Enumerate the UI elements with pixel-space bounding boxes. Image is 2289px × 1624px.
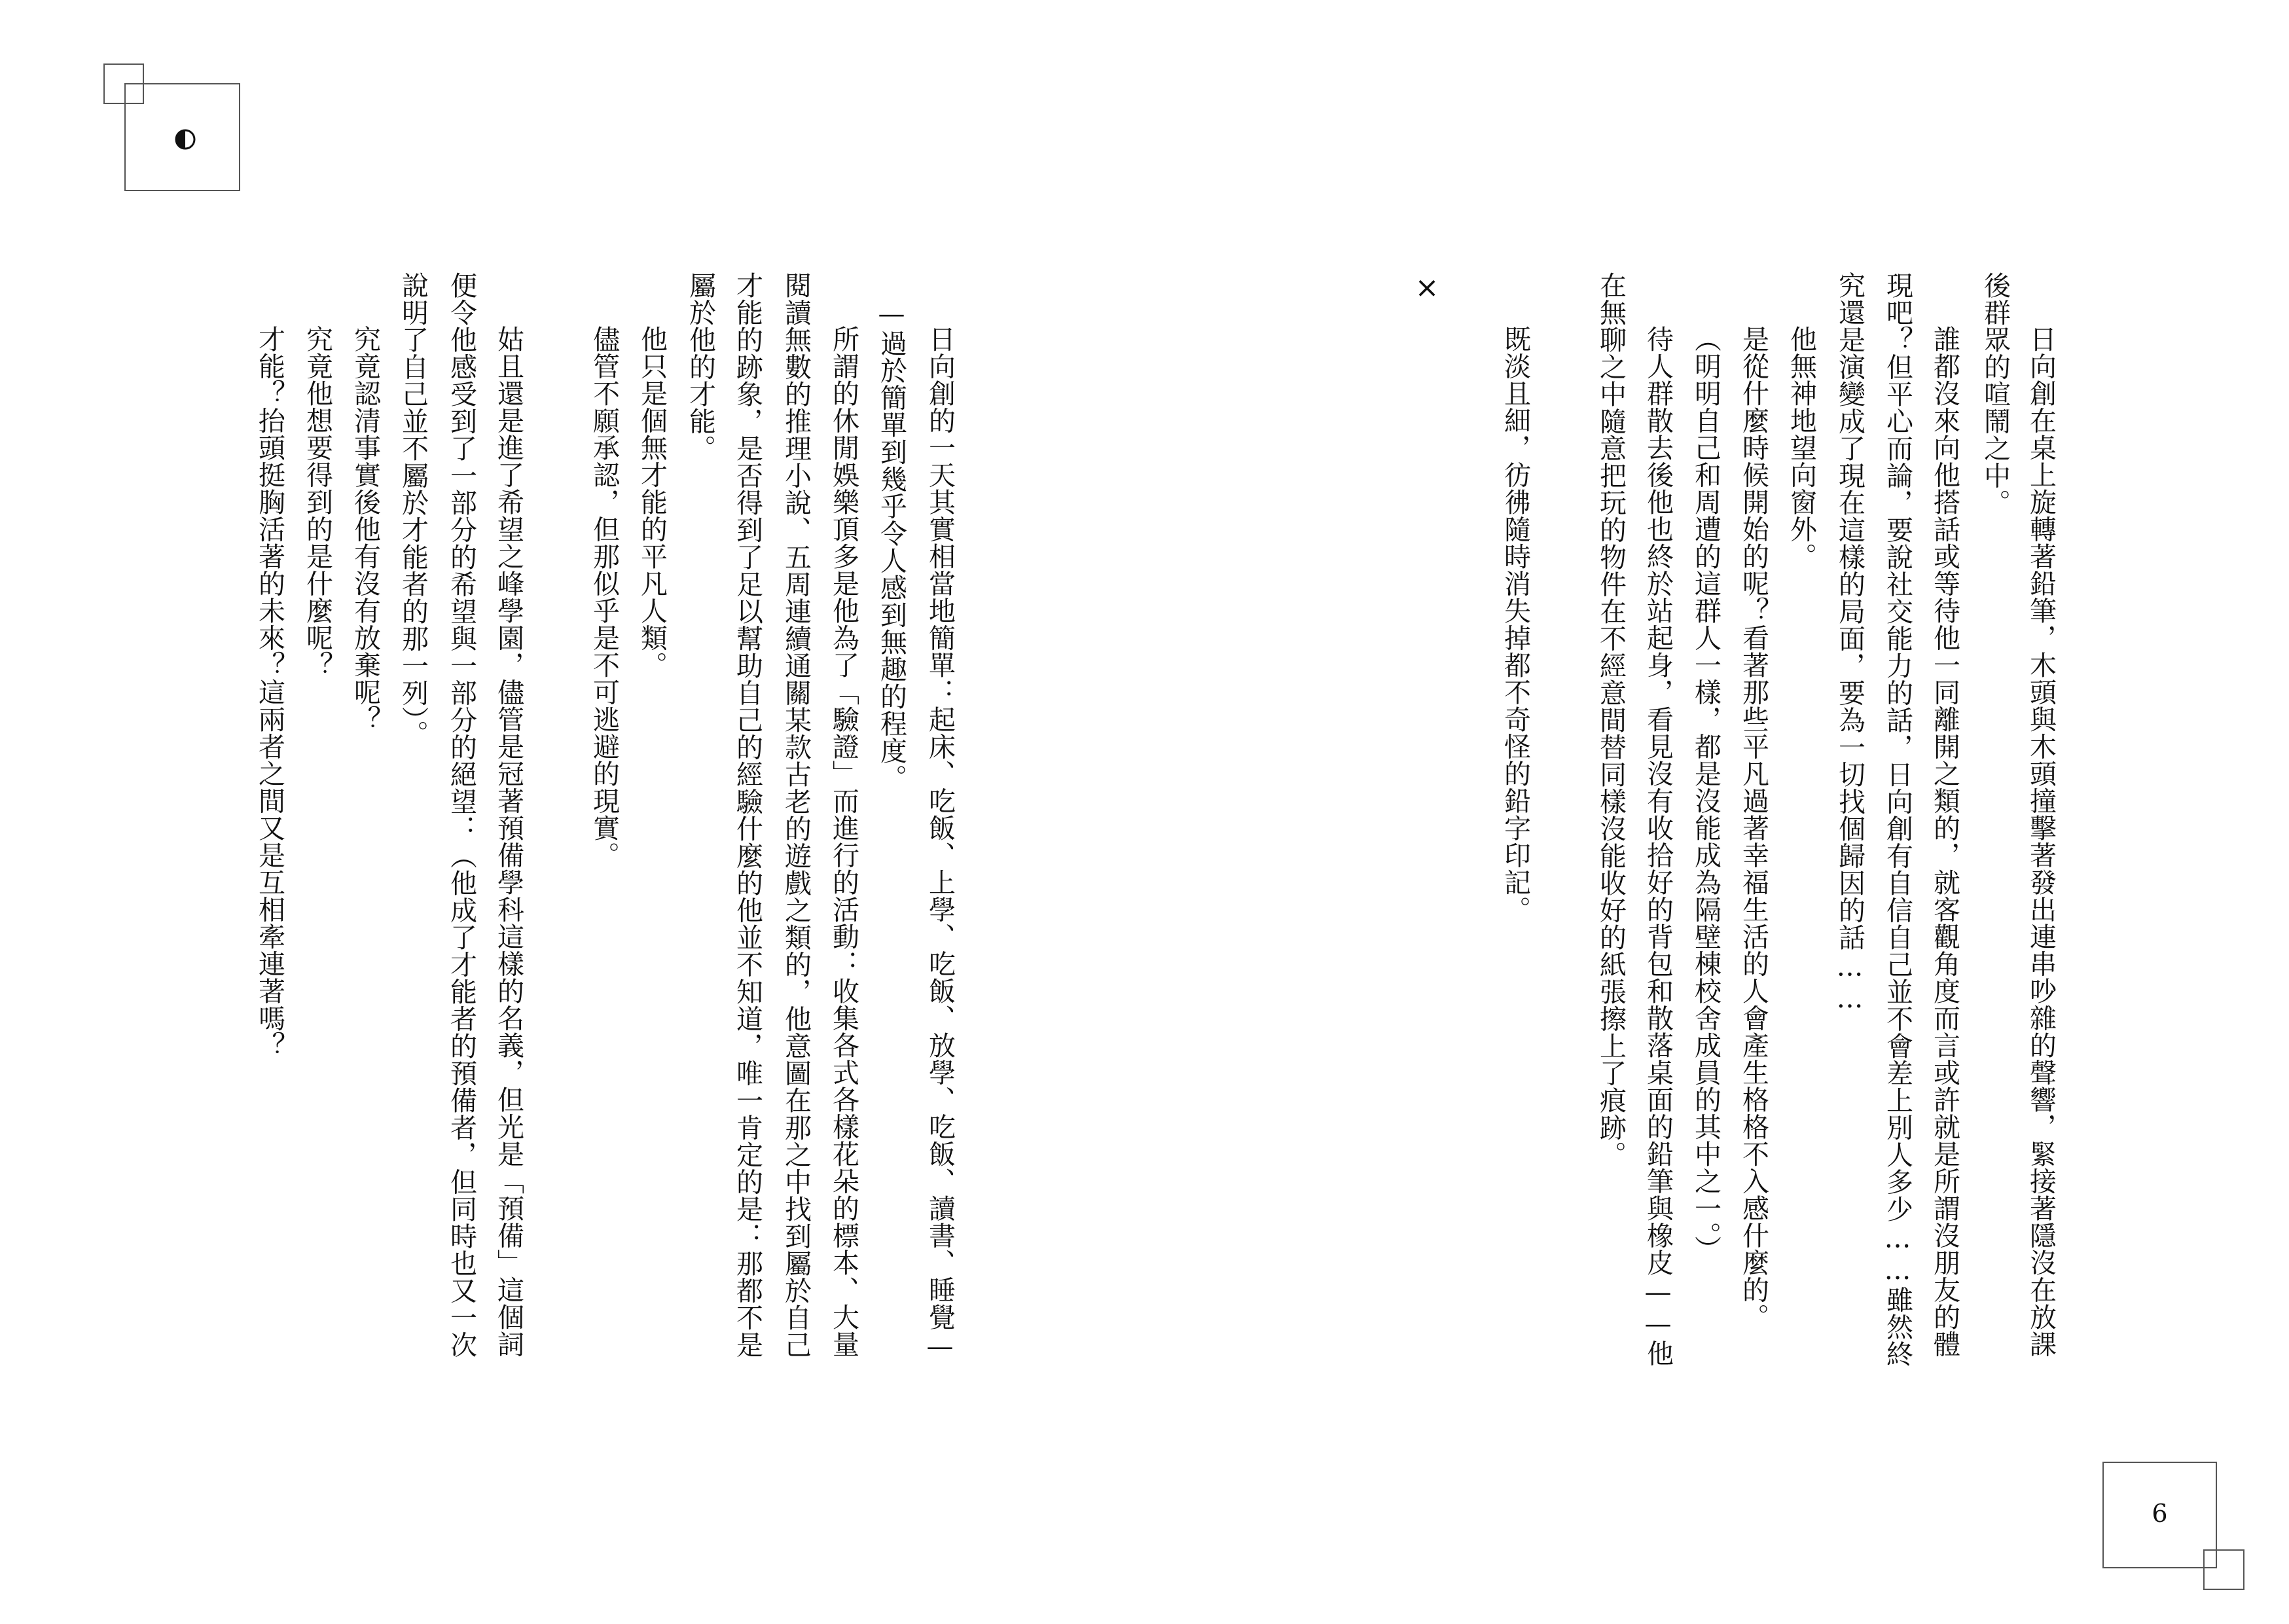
half-filled-circle-icon [174,128,196,151]
text-line: 才能的跡象，是否得到了足以幫助自己的經驗什麼的他並不知道，唯一肯定的是：那都不是 [732,272,763,1358]
text-line: 後群眾的喧鬧之中。 [1979,272,2011,516]
text-line: —過於簡單到幾乎令人感到無趣的程度。 [876,298,907,791]
text-line: 在無聊之中隨意把玩的物件在不經意間替同樣沒能收好的紙張擦上了痕跡。 [1595,272,1627,1168]
page-number: 6 [2152,1499,2168,1528]
text-line: 姑且還是進了希望之峰學園，儘管是冠著預備學科這樣的名義，但光是「預備」這個詞 [493,325,524,1358]
text-line: 說明了自己並不屬於才能者的那一列）。 [397,272,429,748]
text-line: 便令他感受到了一部分的希望與一部分的絕望：（他成了才能者的預備者，但同時也又一次 [446,272,477,1358]
text-line: 究竟認清事實後他有沒有放棄呢？ [350,325,381,733]
text-line: 究竟他想要得到的是什麼呢？ [302,325,333,679]
text-line: （明明自己和周遭的這群人一樣，都是沒能成為隔壁棟校舍成員的其中之一。） [1690,325,1721,1263]
text-line: 他只是個無才能的平凡人類。 [636,325,668,679]
text-line: 閱讀無數的推理小說、五周連續通關某款古老的遊戲之類的，他意圖在那之中找到屬於自己 [780,272,812,1358]
text-line: 才能？抬頭挺胸活著的未來？這兩者之間又是互相牽連著嗎？ [254,325,285,1059]
text-line: 究還是演變成了現在這樣的局面，要為一切找個歸因的話…… [1834,272,1865,1015]
text-line: 是從什麼時候開始的呢？看著那些平凡過著幸福生活的人會產生格格不入感什麼的。 [1738,325,1769,1331]
text-line: 所謂的休閒娛樂頂多是他為了「驗證」而進行的活動：收集各式各樣花朵的標本、大量 [828,325,859,1358]
text-line: 儘管不願承認，但那似乎是不可逃避的現實。 [588,325,620,869]
scene-break-mark: × [1415,271,1439,304]
text-line: 屬於他的才能。 [685,272,716,462]
text-line: 他無神地望向窗外。 [1786,325,1817,570]
text-line: 既淡且細，彷彿隨時消失掉都不奇怪的鉛字印記。 [1500,325,1531,923]
text-line: 誰都沒來向他搭話或等待他一同離開之類的，就客觀角度而言或許就是所謂沒朋友的體 [1929,325,1960,1358]
text-line: 待人群散去後他也終於站起身，看見沒有收拾好的背包和散落桌面的鉛筆與橡皮——他 [1642,325,1674,1367]
text-line: 日向創的一天其實相當地簡單：起床、吃飯、上學、吃飯、放學、吃飯、讀書、睡覺— [924,325,956,1362]
text-line: 現吧？但平心而論，要說社交能力的話，日向創有自信自己並不會差上別人多少……雖然終 [1882,272,1913,1367]
text-line: 日向創在桌上旋轉著鉛筆，木頭與木頭撞擊著發出連串吵雜的聲響，緊接著隱沒在放課 [2025,325,2057,1358]
